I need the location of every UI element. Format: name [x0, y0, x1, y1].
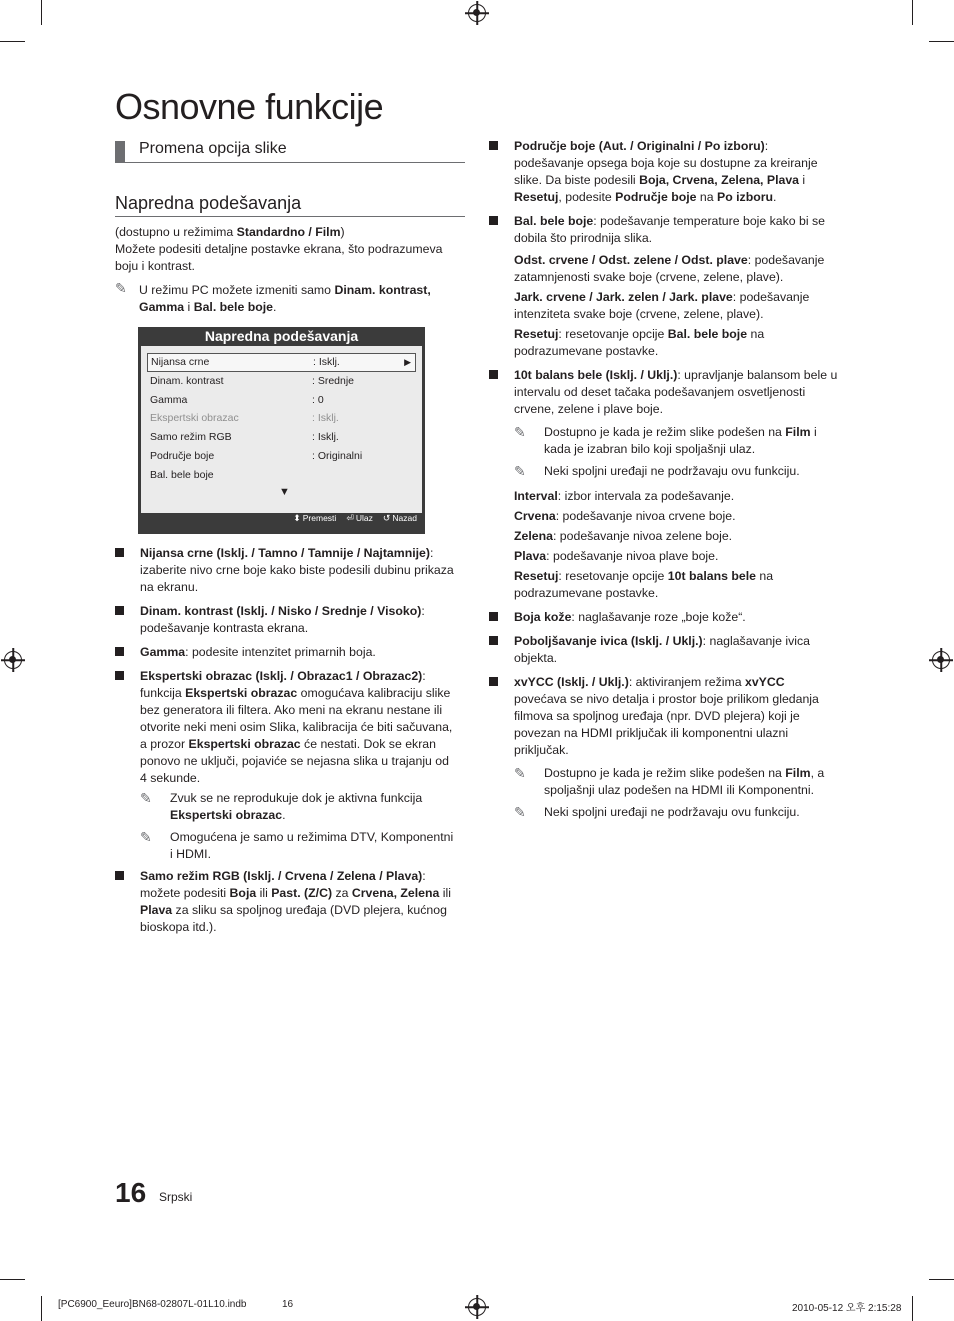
sub-paragraph: Crvena: podešavanje nivoa crvene boje. [514, 509, 736, 523]
crop-mark [41, 0, 42, 25]
registration-mark-icon [932, 651, 950, 669]
bullet-square-icon [115, 606, 124, 615]
osd-row-dinam-kontrast[interactable]: Dinam. kontrast : Srednje [150, 375, 355, 387]
osd-menu [138, 327, 425, 534]
availability-text: (dostupno u režimima Standardno / Film) [115, 225, 345, 239]
osd-row-bal-bele-boje[interactable]: Bal. bele boje [150, 469, 214, 481]
osd-row-podrucje-boje[interactable]: Područje boje : Originalni [150, 450, 363, 462]
crop-mark [929, 41, 954, 42]
osd-row-samo-rezim-rgb[interactable]: Samo režim RGB : Isklj. [150, 431, 339, 443]
note: ✎ Zvuk se ne reprodukuje dok je aktivna funkcija Ekspertski obrazac. [140, 790, 423, 822]
note: ✎ Neki spoljni uređaji ne podržavaju ovu funkciju. [514, 804, 800, 820]
bullet-square-icon [489, 216, 498, 225]
bullet-square-icon [489, 612, 498, 621]
page-language: Srpski [159, 1190, 193, 1204]
return-icon: ↺ [382, 513, 391, 523]
intro-note: ✎ U režimu PC možete izmeniti samo Dinam. kontrast, Gamma i Bal. bele boje. [115, 280, 431, 314]
crop-mark [41, 1296, 42, 1321]
registration-mark-icon [468, 1298, 486, 1316]
subsection-divider [115, 216, 465, 217]
crop-mark [0, 41, 25, 42]
list-item: Dinam. kontrast (Isklj. / Nisko / Srednje / Visoko): podešavanje kontrasta ekrana. [115, 603, 455, 637]
crop-mark [0, 1279, 25, 1280]
list-item: xvYCC (Isklj. / Uklj.): aktiviranjem režima xvYCC povećava se nivo detalja i prostor boje prilikom gledanja filmova sa spoljnog uređaja (npr. DVD plejera) koji je povezan na HDMI priključak ili komponentni ulazni priključak. ✎ Dostupno je kada je režim slike podešen na Film, a spoljašnji ulaz podešen na HDMI ili Komponentni. ✎ Neki spoljni uređaji ne podržavaju ovu funkciju. [489, 674, 839, 821]
note: ✎ Dostupno je kada je režim slike podešen na Film, a spoljašnji ulaz podešen na HDMI ili Komponentni. [514, 765, 825, 797]
sub-paragraph: Plava: podešavanje nivoa plave boje. [514, 549, 719, 563]
note-pencil-icon: ✎ [514, 424, 526, 440]
bullet-square-icon [489, 636, 498, 645]
section-divider [115, 162, 465, 163]
note: ✎ Dostupno je kada je režim slike podešen na Film i kada je izabran bilo koji spoljašnji ulaz. [514, 424, 817, 456]
osd-menu-body [141, 346, 422, 513]
note-pencil-icon: ✎ [140, 790, 152, 806]
osd-move-hint: ⬍ Premesti [293, 513, 337, 523]
sub-paragraph: Odst. crvene / Odst. zelene / Odst. plave: podešavanje zatamnjenosti svake boje (crvene, zelene, plave). [514, 253, 825, 284]
scroll-down-arrow-icon[interactable]: ▼ [279, 486, 290, 498]
osd-enter-hint: ⏎ Ulaz [346, 513, 373, 523]
note: ✎ Neki spoljni uređaji ne podržavaju ovu funkciju. [514, 463, 800, 479]
left-column-list [115, 545, 455, 943]
print-slug-page: 16 [282, 1299, 294, 1310]
list-item: Gamma: podesite intenzitet primarnih boja. [115, 644, 455, 661]
note-pencil-icon: ✎ [514, 463, 526, 479]
sub-paragraph: Resetuj: resetovanje opcije 10t balans bele na podrazumevane postavke. [514, 569, 774, 600]
bullet-square-icon [489, 677, 498, 686]
bullet-square-icon [115, 647, 124, 656]
print-slug-date: 2010-05-12 오후 2:15:28 [792, 1303, 902, 1314]
list-item: Poboljšavanje ivica (Isklj. / Uklj.): naglašavanje ivica objekta. [489, 633, 839, 667]
bullet-square-icon [489, 141, 498, 150]
enter-icon: ⏎ [346, 513, 354, 523]
list-item: Bal. bele boje: podešavanje temperature boje kako bi se dobila što prirodnija slika. [489, 213, 839, 247]
up-down-icon: ⬍ [293, 513, 301, 523]
section-marker [115, 141, 125, 162]
note-pencil-icon: ✎ [115, 280, 127, 296]
bullet-square-icon [115, 548, 124, 557]
sub-paragraph: Interval: izbor intervala za podešavanje. [514, 489, 735, 503]
list-item: Nijansa crne (Isklj. / Tamno / Tamnije / Najtamnije): izaberite nivo crne boje kako biste podesili dubinu prikaza na ekranu. [115, 545, 455, 596]
page-number: 16 [115, 1177, 147, 1208]
sub-paragraph: Jark. crvene / Jark. zelen / Jark. plave: podešavanje intenziteta svake boje (crvene, zelene, plave). [514, 290, 810, 321]
osd-row-nijansa-crne[interactable]: Nijansa crne : Isklj. ▶ [147, 353, 416, 372]
intro-description: Možete podesiti detaljne postavke ekrana, što podrazumeva boju i kontrast. [115, 242, 443, 273]
sub-paragraph: Zelena: podešavanje nivoa zelene boje. [514, 529, 733, 543]
note-pencil-icon: ✎ [140, 829, 152, 845]
crop-mark [929, 1279, 954, 1280]
print-slug-file: [PC6900_Eeuro]BN68-02807L-01L10.indb [58, 1299, 247, 1310]
note-pencil-icon: ✎ [514, 765, 526, 781]
registration-mark-icon [468, 4, 486, 22]
section-title: Promena opcija slike [139, 140, 287, 157]
crop-mark [912, 1296, 913, 1321]
osd-footer [293, 513, 417, 524]
osd-back-hint: ↺ Nazad [382, 513, 417, 523]
bullet-square-icon [489, 370, 498, 379]
list-item: Ekspertski obrazac (Isklj. / Obrazac1 / Obrazac2): funkcija Ekspertski obrazac omogućava kalibraciju slike bez generatora ili filtera. Ako meni na ekranu nestane ili otvorite neki meni osim Slika, kalibracija će biti sačuvana, a prozor Ekspertski obrazac će nestati. Dok se ekran ponovo ne uključi, pojaviće se nejasna slika u trajanju od 4 sekunde. ✎ Zvuk se ne reprodukuje dok je aktivna funkcija Ekspertski obrazac. ✎ Omogućena je samo u režimima DTV, Komponentni i HDMI. [115, 668, 455, 863]
osd-row-gamma[interactable]: Gamma : 0 [150, 394, 324, 406]
osd-row-ekspertski-obrazac: Ekspertski obrazac : Isklj. [150, 412, 339, 424]
subsection-title: Napredna podešavanja [115, 193, 302, 213]
registration-mark-icon [4, 651, 22, 669]
note: ✎ Omogućena je samo u režimima DTV, Komponentni i HDMI. [140, 829, 454, 861]
bullet-square-icon [115, 671, 124, 680]
intro [115, 224, 450, 316]
list-item: Područje boje (Aut. / Originalni / Po izboru): podešavanje opsega boja koje su dostupne za kreiranje slike. Da biste podesili Boja, Crvena, Zelena, Plava i Resetuj, podesite Područje boje na Po izboru. [489, 138, 839, 206]
page-title: Osnovne funkcije [115, 86, 384, 127]
list-item: Boja kože: naglašavanje roze „boje kože“. [489, 609, 839, 626]
crop-mark [912, 0, 913, 25]
right-column-list [489, 138, 839, 828]
sub-paragraph: Resetuj: resetovanje opcije Bal. bele boje na podrazumevane postavke. [514, 327, 765, 358]
list-item: Samo režim RGB (Isklj. / Crvena / Zelena / Plava): možete podesiti Boja ili Past. (Z/C) za Crvena, Zelena ili Plava za sliku sa spoljnog uređaja (DVD plejera, kućnog bioskopa itd.). [115, 868, 455, 936]
list-item: 10t balans bele (Isklj. / Uklj.): upravljanje balansom bele u intervalu od deset tačaka podešavanjem osvetljenosti crvene, zelene i plave boje. ✎ Dostupno je kada je režim slike podešen na Film i kada je izabran bilo koji spoljašnji ulaz. ✎ Neki spoljni uređaji ne podržavaju ovu funkciju. [489, 367, 839, 480]
arrow-right-icon: ▶ [404, 357, 411, 367]
note-pencil-icon: ✎ [514, 804, 526, 820]
osd-title: Napredna podešavanja [204, 328, 359, 344]
bullet-square-icon [115, 871, 124, 880]
